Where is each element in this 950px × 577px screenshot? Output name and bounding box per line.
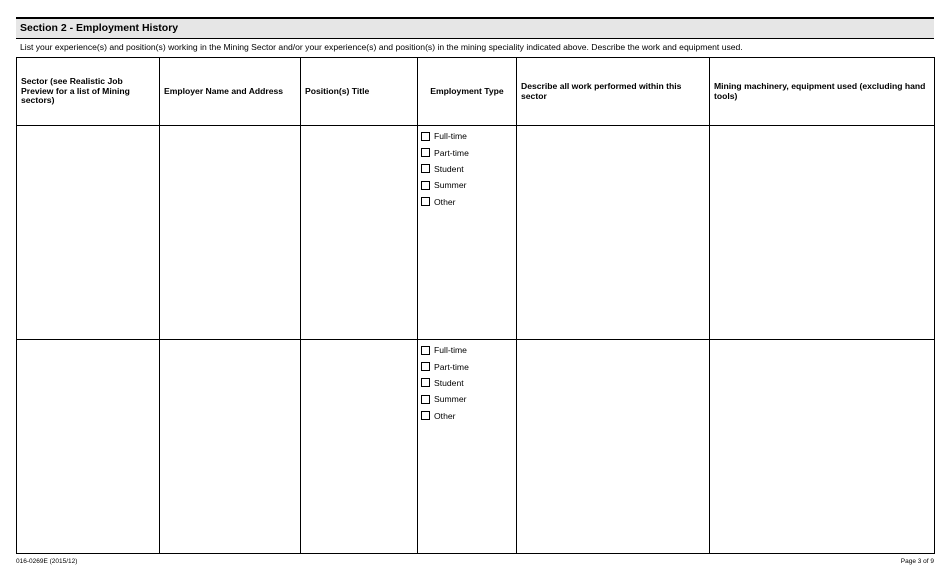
employer-cell[interactable]: [160, 340, 301, 554]
checkbox-label: Student: [434, 377, 464, 388]
checkbox-label: Full-time: [434, 345, 467, 356]
table-header-row: [17, 58, 935, 126]
table-row: [17, 126, 935, 340]
column-header-employer: Employer Name and Address: [160, 58, 301, 126]
checkbox-part-time[interactable]: [418, 358, 516, 374]
checkbox-box[interactable]: [421, 362, 430, 371]
position-cell[interactable]: [301, 340, 418, 554]
column-header-position: Position(s) Title: [301, 58, 418, 126]
machinery-cell[interactable]: [710, 126, 935, 340]
column-header-employment-type: Employment Type: [418, 58, 517, 126]
column-header-machinery: Mining machinery, equipment used (excluding hand tools): [710, 58, 935, 126]
position-cell[interactable]: [301, 126, 418, 340]
checkbox-student[interactable]: [418, 375, 516, 391]
checkbox-box[interactable]: [421, 148, 430, 157]
checkbox-part-time[interactable]: [418, 144, 516, 160]
checkbox-summer[interactable]: [418, 177, 516, 193]
checkbox-box[interactable]: [421, 395, 430, 404]
instructions-text: List your experience(s) and position(s) working in the Mining Sector and/or your experience(s) and position(s) in the mining speciality indicated above. Describe the work and equipment used.: [20, 42, 743, 52]
checkbox-box[interactable]: [421, 197, 430, 206]
checkbox-box[interactable]: [421, 181, 430, 190]
checkbox-label: Full-time: [434, 131, 467, 142]
section-header: [16, 17, 934, 39]
employment-type-cell: [418, 126, 517, 340]
form-number: 016-0269E (2015/12): [16, 558, 78, 565]
page-number: Page 3 of 9: [900, 558, 934, 565]
checkbox-box[interactable]: [421, 132, 430, 141]
work-description-cell[interactable]: [517, 126, 710, 340]
section-title: Section 2 - Employment History: [20, 22, 179, 34]
table-row: [17, 340, 935, 554]
checkbox-label: Student: [434, 163, 464, 174]
column-header-work-description: Describe all work performed within this sector: [517, 58, 710, 126]
checkbox-full-time[interactable]: [418, 342, 516, 358]
sector-cell[interactable]: [17, 126, 160, 340]
checkbox-label: Other: [434, 196, 456, 207]
work-description-cell[interactable]: [517, 340, 710, 554]
checkbox-box[interactable]: [421, 346, 430, 355]
checkbox-label: Part-time: [434, 147, 469, 158]
column-header-sector: Sector (see Realistic Job Preview for a list of Mining sectors): [17, 58, 160, 126]
checkbox-other[interactable]: [418, 194, 516, 210]
machinery-cell[interactable]: [710, 340, 935, 554]
checkbox-full-time[interactable]: [418, 128, 516, 144]
employer-cell[interactable]: [160, 126, 301, 340]
checkbox-label: Other: [434, 410, 456, 421]
checkbox-label: Summer: [434, 394, 467, 405]
checkbox-box[interactable]: [421, 378, 430, 387]
checkbox-summer[interactable]: [418, 391, 516, 407]
checkbox-box[interactable]: [421, 164, 430, 173]
employment-type-cell: [418, 340, 517, 554]
checkbox-other[interactable]: [418, 408, 516, 424]
checkbox-label: Part-time: [434, 361, 469, 372]
employment-history-table: [16, 57, 935, 554]
checkbox-label: Summer: [434, 180, 467, 191]
checkbox-student[interactable]: [418, 161, 516, 177]
sector-cell[interactable]: [17, 340, 160, 554]
checkbox-box[interactable]: [421, 411, 430, 420]
